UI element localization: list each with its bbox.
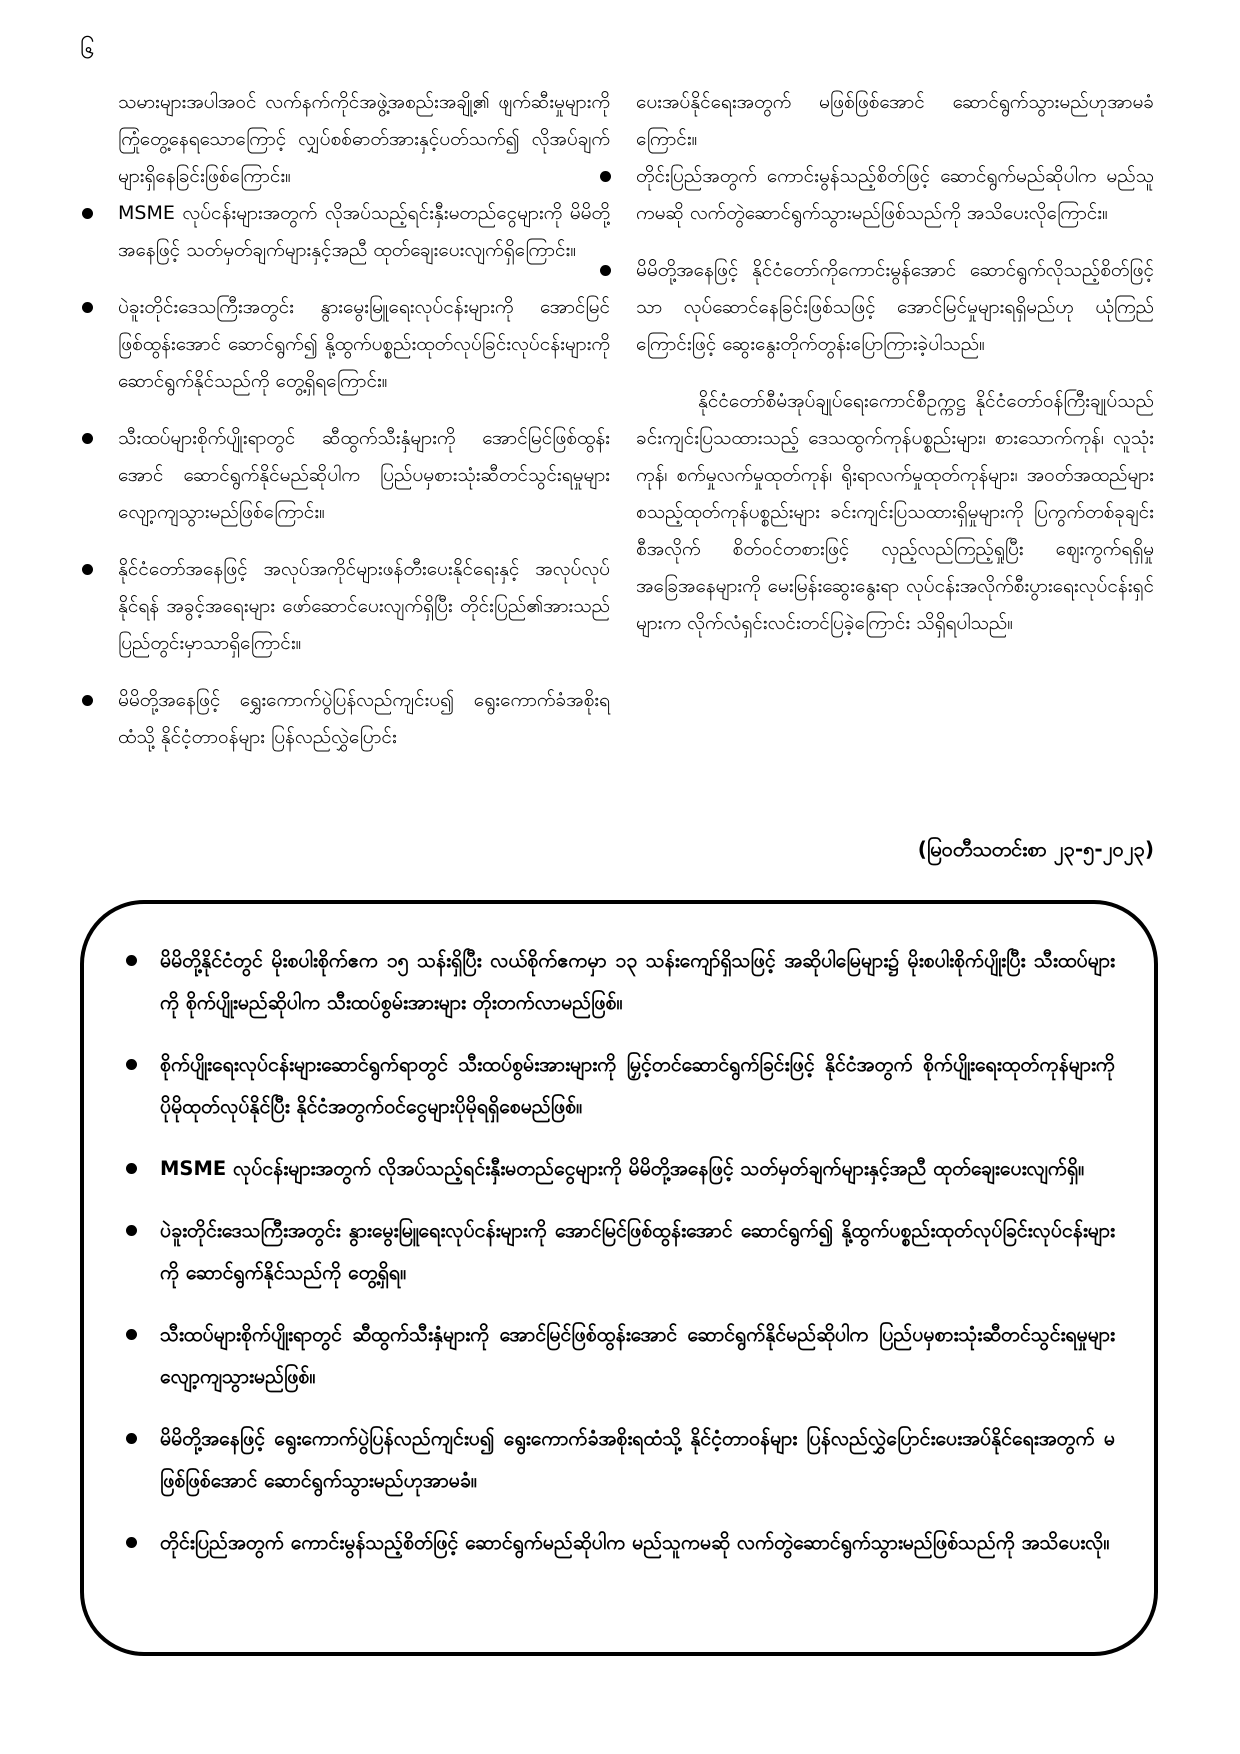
source-citation: (မြဝတီသတင်းစာ ၂၃-၅-၂၀၂၃) — [917, 837, 1154, 861]
summary-item — [160, 1210, 1115, 1294]
bullet-icon — [126, 1225, 137, 1236]
bullet-icon — [126, 1537, 137, 1548]
bullet-icon — [126, 1163, 137, 1174]
summary-item — [160, 1148, 1115, 1190]
summary-item — [160, 1314, 1115, 1398]
left-bullet-text: မိမိတို့အနေဖြင့် ရွှေးကောက်ပွဲပြန်လည်ကျင်းပ၍ ရွေးကောက်ခံအစိုးရထံသို့ နိုင်ငံ့တာဝန်များ ပြန်လည်လွှဲပြောင်း — [118, 689, 610, 748]
left-bullet-item — [118, 551, 610, 662]
bullet-icon — [600, 171, 611, 182]
bullet-icon — [126, 1433, 137, 1444]
page-number: ၆ — [80, 35, 95, 65]
summary-item — [160, 1418, 1115, 1502]
left-bullet-item — [118, 289, 610, 400]
left-bullet-text: ပဲခူးတိုင်းဒေသကြီးအတွင်း နွားမွေးမြူရေးလုပ်ငန်းများကို အောင်မြင်ဖြစ်ထွန်းအောင် ဆောင်ရွက်၍ နို့ထွက်ပစ္စည်းထုတ်လုပ်ခြင်းလုပ်ငန်းများကို ဆောင်ရွက်နိုင်သည်ကို တွေ့ရှိရကြောင်း။ — [118, 296, 610, 392]
right-column — [636, 84, 1154, 642]
summary-item-text: သီးထပ်များစိုက်ပျိုးရာတွင် ဆီထွက်သီးနှံများကို အောင်မြင်ဖြစ်ထွန်းအောင် ဆောင်ရွက်နိုင်မည်ဆိုပါက ပြည်ပမှစားသုံးဆီတင်သွင်းရမှုများ လျော့ကျသွားမည်ဖြစ်။ — [160, 1323, 1115, 1388]
summary-item-text: မိမိတို့အနေဖြင့် ရွေးကောက်ပွဲပြန်လည်ကျင်းပ၍ ရွေးကောက်ခံအစိုးရထံသို့ နိုင်ငံ့တာဝန်များ ပြန်လည်လွှဲပြောင်းပေးအပ်နိုင်ရေးအတွက် မဖြစ်ဖြစ်အောင် ဆောင်ရွက်သွားမည်ဟုအာမခံ။ — [160, 1427, 1115, 1492]
left-bullet-text: နိုင်ငံတော်အနေဖြင့် အလုပ်အကိုင်များဖန်တီးပေးနိုင်ရေးနှင့် အလုပ်လုပ်နိုင်ရန် အခွင့်အရေးများ ဖော်ဆောင်ပေးလျက်ရှိပြီး တိုင်းပြည်၏အားသည် ပြည်တွင်းမှာသာရှိကြောင်း။ — [118, 558, 610, 654]
bullet-icon — [126, 1329, 137, 1340]
summary-list — [160, 940, 1115, 1584]
summary-item — [160, 1044, 1115, 1128]
right-bullet-text: မိမိတို့အနေဖြင့် နိုင်ငံတော်ကိုကောင်းမွန်အောင် ဆောင်ရွက်လိုသည့်စိတ်ဖြင့်သာ လုပ်ဆောင်နေခြင်းဖြစ်သဖြင့် အောင်မြင်မှုများရရှိမည်ဟု ယုံကြည်ကြောင်းဖြင့် ဆွေးနွေးတိုက်တွန်းပြောကြားခဲ့ပါသည်။ — [636, 259, 1154, 355]
left-column — [118, 84, 610, 776]
summary-item — [160, 1522, 1115, 1564]
left-bullet-item — [118, 420, 610, 531]
left-bullet-item — [118, 682, 610, 756]
summary-item-text: ပဲခူးတိုင်းဒေသကြီးအတွင်း နွားမွေးမြူရေးလုပ်ငန်းများကို အောင်မြင်ဖြစ်ထွန်းအောင် ဆောင်ရွက်၍ နို့ထွက်ပစ္စည်းထုတ်လုပ်ခြင်းလုပ်ငန်းများကို ဆောင်ရွက်နိုင်သည်ကို တွေ့ရှိရ။ — [160, 1219, 1115, 1284]
bullet-icon — [600, 265, 611, 276]
left-bullet-text: သီးထပ်များစိုက်ပျိုးရာတွင် ဆီထွက်သီးနှံများကို အောင်မြင်ဖြစ်ထွန်းအောင် ဆောင်ရွက်နိုင်မည်ဆိုပါက ပြည်ပမှစားသုံးဆီတင်သွင်းရမှုများ လျော့ကျသွားမည်ဖြစ်ကြောင်း။ — [118, 427, 610, 523]
bullet-icon — [82, 302, 93, 313]
body-paragraph: နိုင်ငံတော်စီမံအုပ်ချုပ်ရေးကောင်စီဥက္ကဋ္ဌ နိုင်ငံတော်ဝန်ကြီးချုပ်သည် ခင်းကျင်းပြသထားသည့် ဒေသထွက်ကုန်ပစ္စည်းများ၊ စားသောက်ကုန်၊ လူသုံးကုန်၊ စက်မှုလက်မှုထုတ်ကုန်၊ ရိုးရာလက်မှုထုတ်ကုန်များ၊ အဝတ်အထည်များ စသည့်ထုတ်ကုန်ပစ္စည်းများ ခင်းကျင်းပြသထားရှိမှုများကို ပြကွက်တစ်ခုချင်းစီအလိုက် စိတ်ဝင်တစားဖြင့် လှည့်လည်ကြည့်ရှုပြီး ဈေးကွက်ရရှိမှုအခြေအနေများကို မေးမြန်းဆွေးနွေးရာ လုပ်ငန်းအလိုက်စီးပွားရေးလုပ်ငန်းရှင်များက လိုက်လံရှင်းလင်းတင်ပြခဲ့ကြောင်း သိရှိရပါသည်။ — [636, 390, 1154, 634]
right-continuation-text: ပေးအပ်နိုင်ရေးအတွက် မဖြစ်ဖြစ်အောင် ဆောင်ရွက်သွားမည်ဟုအာမခံကြောင်း။ — [636, 91, 1154, 150]
bullet-icon — [82, 695, 93, 706]
bullet-icon — [126, 1059, 137, 1070]
right-bullet-item — [636, 252, 1154, 363]
bullet-icon — [126, 955, 137, 966]
bullet-icon — [82, 433, 93, 444]
right-bullet-item — [636, 158, 1154, 232]
summary-item-text: MSME လုပ်ငန်းများအတွက် လိုအပ်သည့်ရင်းနှီးမတည်ငွေများကို မိမိတို့အနေဖြင့် သတ်မှတ်ချက်များနှင့်အညီ ထုတ်ချေးပေးလျက်ရှိ။ — [160, 1157, 1085, 1180]
bullet-icon — [82, 564, 93, 575]
summary-item-text: စိုက်ပျိုးရေးလုပ်ငန်းများဆောင်ရွက်ရာတွင် သီးထပ်စွမ်းအားများကို မြှင့်တင်ဆောင်ရွက်ခြင်းဖြင့် နိုင်ငံအတွက် စိုက်ပျိုးရေးထုတ်ကုန်များကို ပိုမိုထုတ်လုပ်နိုင်ပြီး နိုင်ငံအတွက်ဝင်ငွေများပိုမိုရရှိစေမည်ဖြစ်။ — [160, 1053, 1115, 1118]
summary-item-text: မိမိတို့နိုင်ငံတွင် မိုးစပါးစိုက်ဧက ၁၅ သန်းရှိပြီး လယ်စိုက်ဧကမှာ ၁၃ သန်းကျော်ရှိသဖြင့် အဆိုပါမြေများ၌ မိုးစပါးစိုက်ပျိုးပြီး သီးထပ်များကို စိုက်ပျိုးမည်ဆိုပါက သီးထပ်စွမ်းအားများ တိုးတက်လာမည်ဖြစ်။ — [160, 949, 1115, 1014]
left-bullet-text: MSME လုပ်ငန်းများအတွက် လိုအပ်သည့်ရင်းနှီးမတည်ငွေများကို မိမိတို့အနေဖြင့် သတ်မှတ်ချက်များနှင့်အညီ ထုတ်ချေးပေးလျက်ရှိကြောင်း။ — [118, 202, 610, 261]
left-continuation-text: သမားများအပါအဝင် လက်နက်ကိုင်အဖွဲ့အစည်းအချို့၏ ဖျက်ဆီးမှုများကို ကြုံတွေ့နေရသောကြောင့် လျှပ်စစ်ဓာတ်အားနှင့်ပတ်သက်၍ လိုအပ်ချက်များရှိနေခြင်းဖြစ်ကြောင်း။ — [118, 91, 610, 187]
right-bullet-text: တိုင်းပြည်အတွက် ကောင်းမွန်သည့်စိတ်ဖြင့် ဆောင်ရွက်မည်ဆိုပါက မည်သူကမဆို လက်တွဲဆောင်ရွက်သွားမည်ဖြစ်သည်ကို အသိပေးလိုကြောင်း။ — [636, 165, 1154, 224]
left-bullet-item — [118, 195, 610, 269]
bullet-icon — [82, 208, 93, 219]
summary-item — [160, 940, 1115, 1024]
summary-item-text: တိုင်းပြည်အတွက် ကောင်းမွန်သည့်စိတ်ဖြင့် ဆောင်ရွက်မည်ဆိုပါက မည်သူကမဆို လက်တွဲဆောင်ရွက်သွားမည်ဖြစ်သည်ကို အသိပေးလို။ — [160, 1531, 1110, 1554]
